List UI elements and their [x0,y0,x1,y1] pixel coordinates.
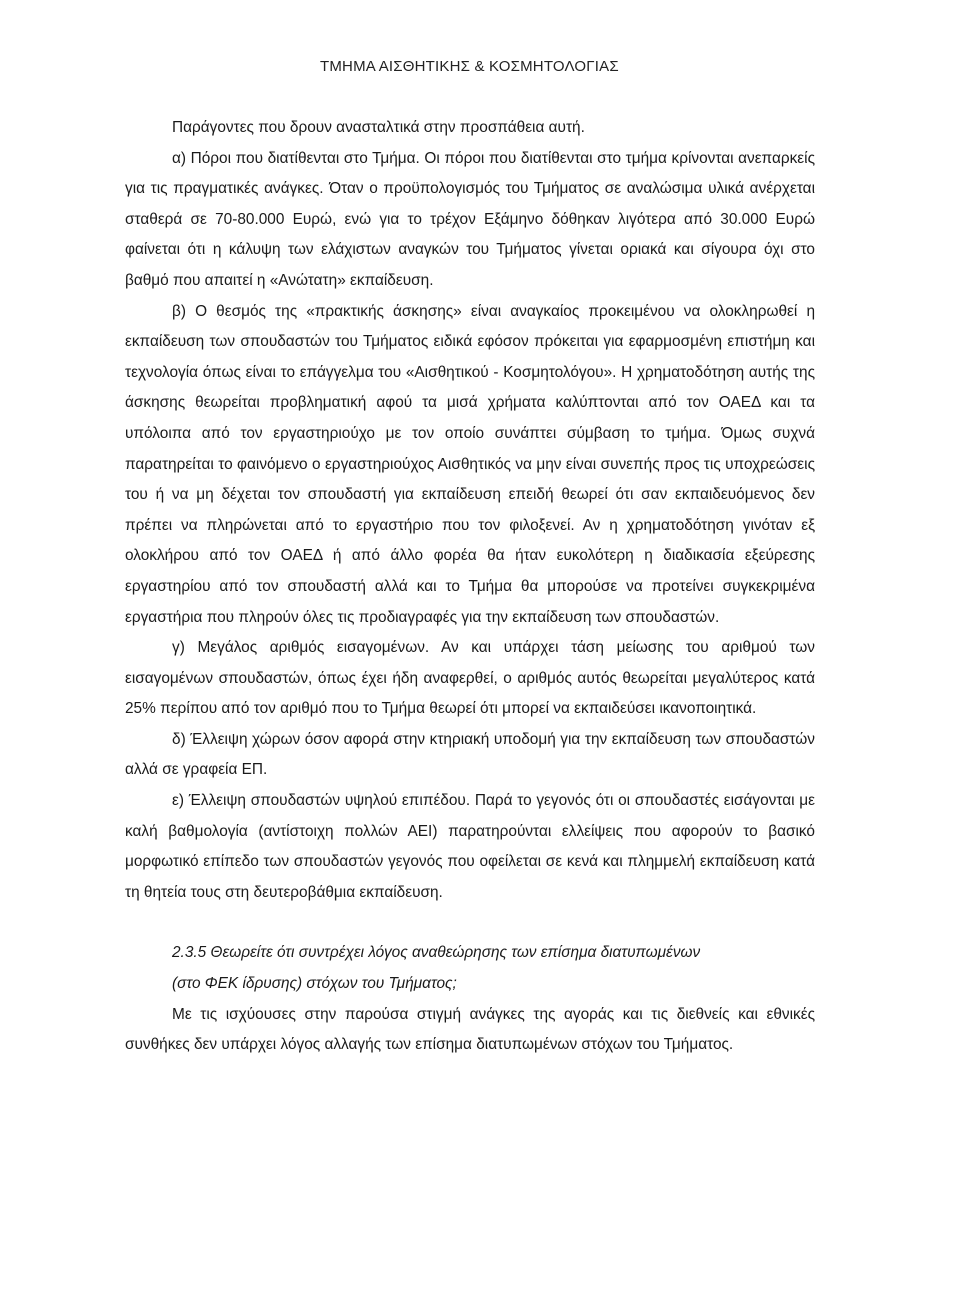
section-answer: Με τις ισχύουσες στην παρούσα στιγμή ανάγκες της αγοράς και τις διεθνείς και εθνικές συνθήκες δεν υπάρχει λόγος αλλαγής των επίσημα διατυπωμένων στόχων του Τμήματος. [125,1005,815,1054]
paragraph-b-practical-training: β) Ο θεσμός της «πρακτικής άσκησης» είναι αναγκαίος προκειμένου να ολοκληρωθεί η εκπαίδευση των σπουδαστών του Τμήματος ειδικά εφόσον πρόκειται για εφαρμοσμένη επιστήμη και τεχνολογία όπως είναι το επάγγελμα του «Αισθητικού - Κοσμητολόγου». Η χρηματοδότηση αυτής της άσκησης θεωρείται προβληματική αφού τα μισά χρήματα καλύπτονται από τον ΟΑΕΔ και τα υπόλοιπα από τον εργαστηριούχο με τον οποίο συνάπτει σύμβαση το τμήμα. Όμως συχνά παρατηρείται το φαινόμενο ο εργαστηριούχος Αισθητικός να μην είναι συνεπής προς τις υποχρεώσεις του ή να μη δέχεται τον σπουδαστή για εκπαίδευση επειδή θεωρεί ότι σαν εκπαιδευόμενος δεν πρέπει να πληρώνεται από το εργαστήριο που τον φιλοξενεί. Αν η χρηματοδότηση γινόταν εξ ολοκλήρου από τον ΟΑΕΔ ή από άλλο φορέα θα ήταν ευκολότερη η διαδικασία εξεύρεσης εργαστηρίου από τον σπουδαστή αλλά και το Τμήμα θα μπορούσε να προτείνει συγκεκριμένα εργαστήρια που πληρούν όλες τις προδιαγραφές για την εκπαίδευση των σπουδαστών. [125,302,815,626]
paragraph-d-facilities: δ) Έλλειψη χώρων όσον αφορά στην κτηριακή υποδομή για την εκπαίδευση των σπουδαστών αλλά σε γραφεία ΕΠ. [125,730,815,779]
page-header: ΤΜΗΜΑ ΑΙΣΘΗΤΙΚΗΣ & ΚΟΣΜΗΤΟΛΟΓΙΑΣ [320,58,619,75]
paragraph-a-resources: α) Πόροι που διατίθενται στο Τμήμα. Οι πόροι που διατίθενται στο τμήμα κρίνονται ανεπαρκείς για τις πραγματικές ανάγκες. Όταν ο προϋπολογισμός του Τμήματος σε αναλώσιμα υλικά ανέρχεται σταθερά σε 70-80.000 Ευρώ, ενώ για το τρέχον Εξάμηνο δόθηκαν λιγότερα από 30.000 Ευρώ φαίνεται ότι η κάλυψη των ελάχιστων αναγκών του Τμήματος γίνεται οριακά και σίγουρα όχι στο βαθμό που απαιτεί η «Ανώτατη» εκπαίδευση. [125,149,815,289]
section-heading-line1: 2.3.5 Θεωρείτε ότι συντρέχει λόγος αναθεώρησης των επίσημα διατυπωμένων [172,944,701,962]
paragraph-c-admissions: γ) Μεγάλος αριθμός εισαγομένων. Αν και υπάρχει τάση μείωσης του αριθμού των εισαγομένων σπουδαστών, όπως έχει ήδη αναφερθεί, ο αριθμός αυτός θεωρείται μεγαλύτερος κατά 25% περίπου από τον αριθμό που το Τμήμα θεωρεί ότι μπορεί να εκπαιδεύσει ικανοποιητικά. [125,639,815,718]
document-body [125,113,815,1061]
section-heading-line2: (στο ΦΕΚ ίδρυσης) στόχων του Τμήματος; [172,975,457,993]
section-heading [125,938,815,999]
paragraph-intro: Παράγοντες που δρουν ανασταλτικά στην προσπάθεια αυτή. [172,119,585,136]
paragraph-e-student-level: ε) Έλλειψη σπουδαστών υψηλού επιπέδου. Παρά το γεγονός ότι οι σπουδαστές εισάγονται με καλή βαθμολογία (αντίστοιχη πολλών ΑΕΙ) παρατηρούνται ελλείψεις που αφορούν το βασικό μορφωτικό επίπεδο των σπουδαστών γεγονός που οφείλεται σε κενά και πλημμελή εκπαίδευση κατά τη θητεία τους στη δευτεροβάθμια εκπαίδευση. [125,792,815,901]
